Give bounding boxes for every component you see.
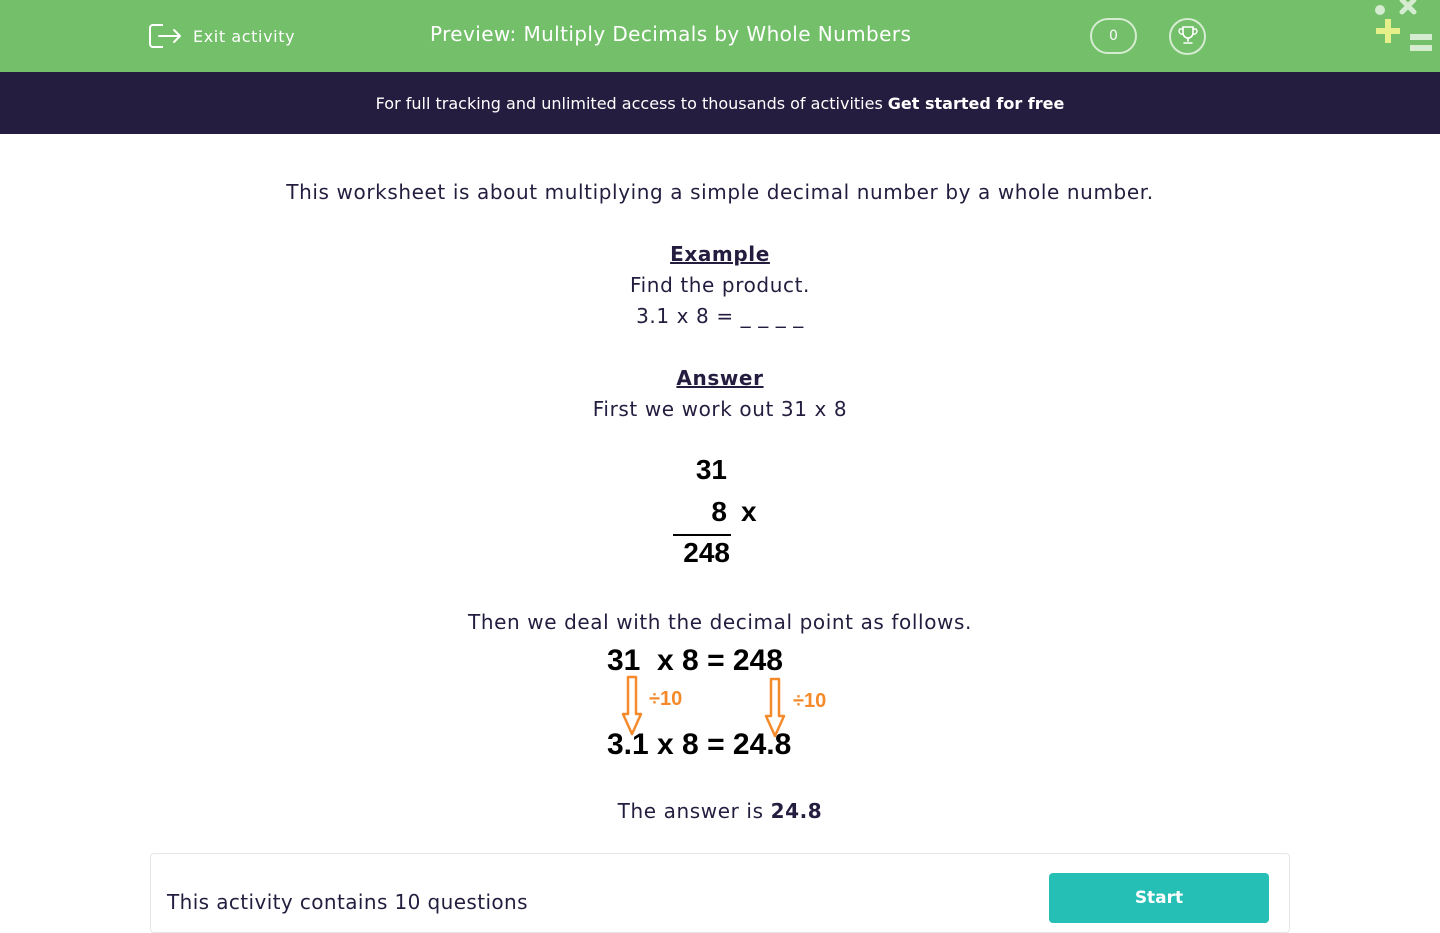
product-result: 248 [683,537,730,568]
example-heading: Example [670,242,770,266]
logo-icon [1368,0,1440,56]
top-bar [0,0,1440,72]
arrow-down-icon [622,676,642,736]
activity-card [150,853,1290,933]
multiplicand: 31 [695,454,727,485]
example-prompt: Find the product. [630,273,810,297]
score-badge: 0 [1090,18,1137,54]
answer-step-2: Then we deal with the decimal point as follows. [468,610,972,634]
exit-activity-label: Exit activity [193,26,296,46]
multiplier: 8 [711,496,727,527]
trophy-icon [1177,24,1199,50]
trophy-button[interactable] [1169,18,1206,55]
final-answer-prefix: The answer is [617,799,764,823]
final-answer [0,799,1440,823]
answer-heading: Answer [676,366,764,390]
start-button[interactable]: Start [1049,873,1269,923]
divide-by-ten-left: ÷10 [649,688,683,710]
final-answer-value: 24.8 [770,799,823,823]
decimal-diagram [590,640,850,770]
example-question: 3.1 x 8 = _ _ _ _ [636,304,804,328]
divide-by-ten-right: ÷10 [793,690,827,712]
question-count-text: This activity contains 10 questions [167,890,528,914]
equation-decimal: 3.1 x 8 = 24.8 [607,728,792,761]
column-multiplication [660,448,780,578]
get-started-link[interactable]: Get started for free [887,93,1065,113]
equation-whole: 31 x 8 = 248 [607,644,783,677]
answer-step-1: First we work out 31 x 8 [592,397,848,421]
exit-activity-button[interactable] [149,20,295,52]
banner-text: For full tracking and unlimited access to thousands of activities [375,93,883,113]
multiply-operator: x [741,496,757,527]
exit-icon [149,22,183,50]
upgrade-banner [0,72,1440,134]
intro-text: This worksheet is about multiplying a simple decimal number by a whole number. [286,180,1154,204]
sum-line [673,534,731,536]
page-title: Preview: Multiply Decimals by Whole Numbers [430,22,912,46]
